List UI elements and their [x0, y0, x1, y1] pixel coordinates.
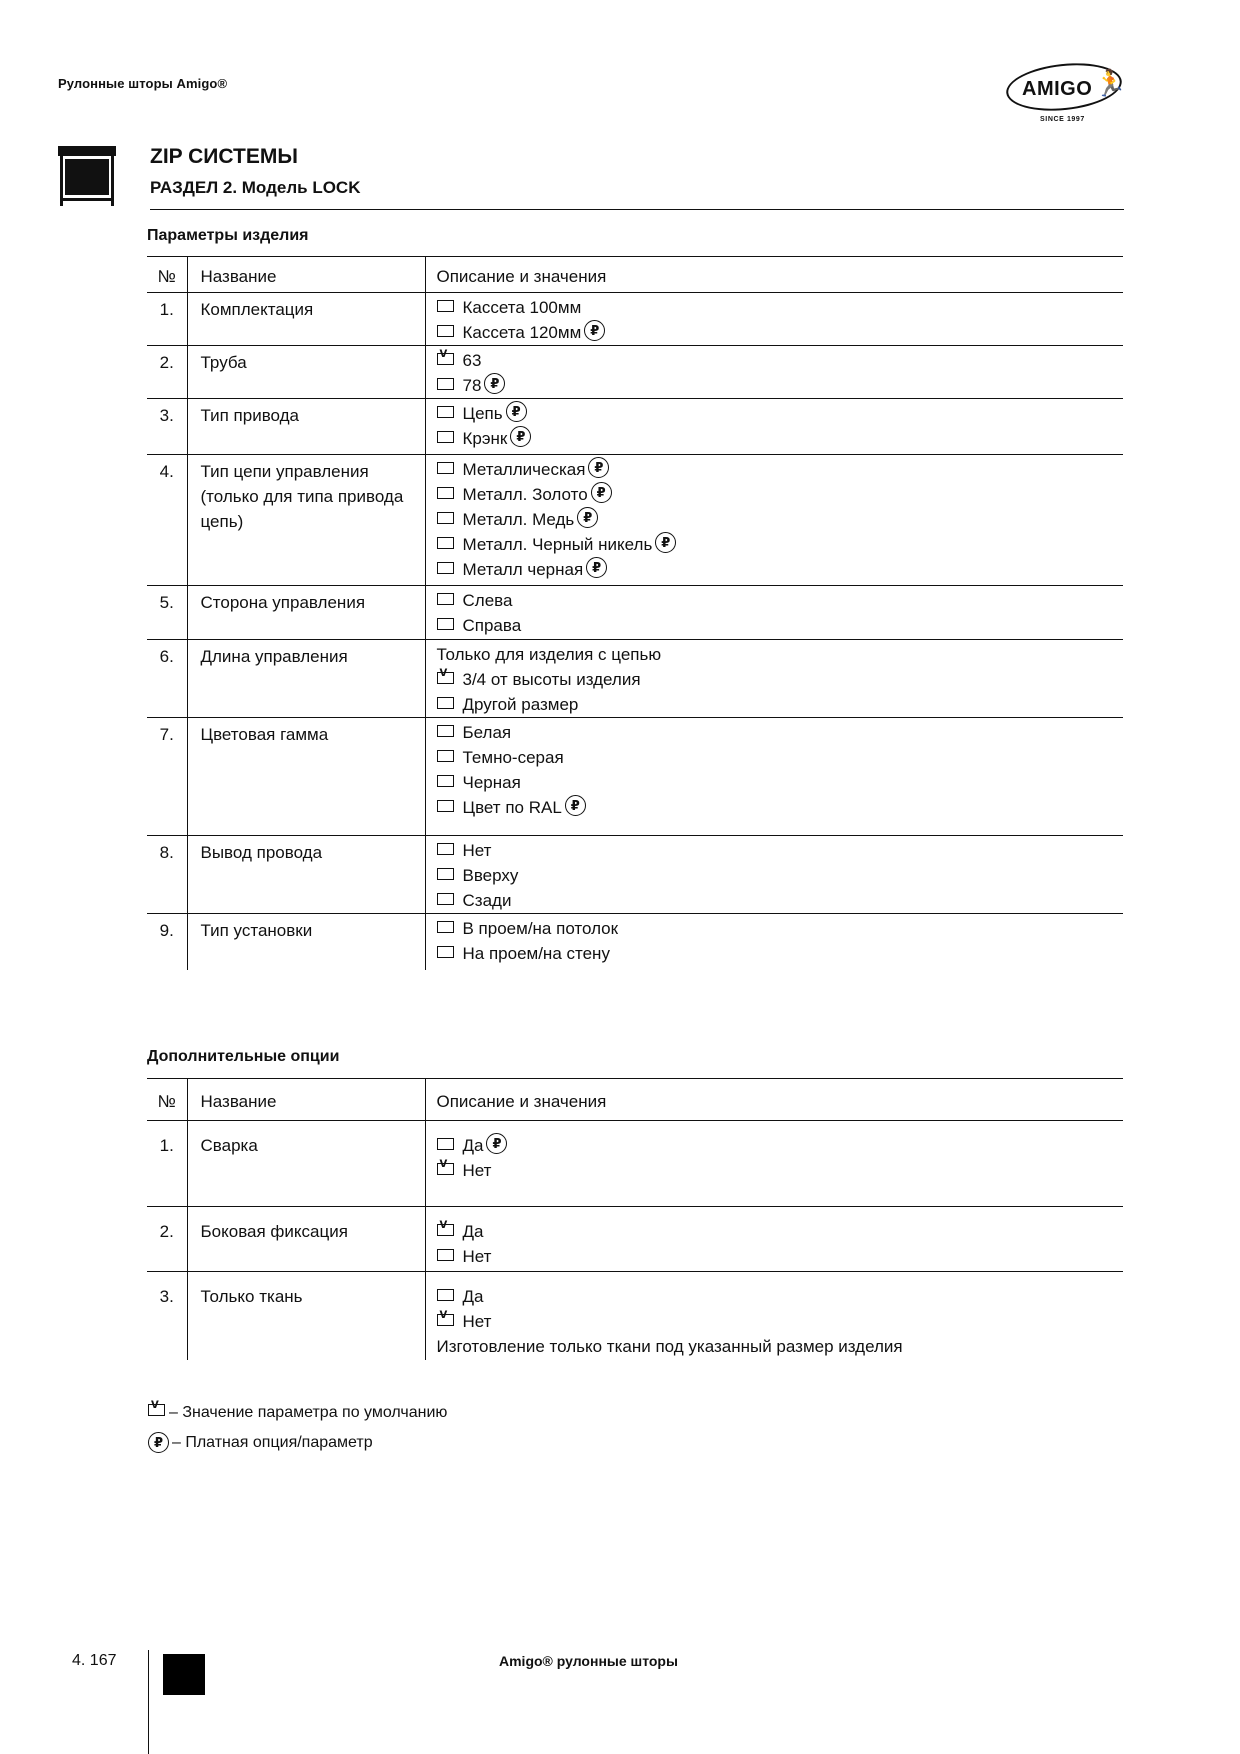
checkbox-icon[interactable] — [437, 775, 454, 787]
option-label: 3/4 от высоты изделия — [462, 670, 641, 689]
checked-checkbox-icon[interactable] — [437, 672, 454, 684]
row-name: Только ткань — [187, 1272, 425, 1360]
ruble-paid-icon: ₽ — [484, 373, 505, 394]
table-row — [147, 293, 1123, 346]
legend-default — [148, 1402, 447, 1424]
row-options — [425, 836, 1123, 914]
column-header: Описание и значения — [436, 267, 607, 286]
table-row — [147, 836, 1123, 914]
ruble-paid-icon: ₽ — [586, 557, 607, 578]
row-options — [425, 1207, 1123, 1272]
row-number: 1. — [147, 1121, 187, 1207]
option-item[interactable] — [437, 888, 1124, 913]
table-row — [147, 718, 1123, 836]
ruble-paid-icon: ₽ — [577, 507, 598, 528]
option-label: Нет — [462, 1161, 492, 1180]
table-row — [147, 640, 1123, 718]
checkbox-icon[interactable] — [437, 406, 454, 418]
table-row — [147, 1272, 1123, 1360]
footer-divider — [148, 1650, 149, 1754]
option-label: Металлическая — [462, 460, 586, 479]
row-options — [425, 293, 1123, 346]
row-number: 7. — [147, 718, 187, 836]
option-item[interactable] — [437, 1244, 1124, 1269]
option-item[interactable] — [437, 588, 1124, 613]
row-name: Тип установки — [187, 914, 425, 970]
option-item[interactable] — [437, 1309, 1124, 1334]
checked-checkbox-icon[interactable] — [437, 1314, 454, 1326]
row-name: Тип привода — [187, 399, 425, 455]
runner-icon: 🏃 — [1094, 68, 1127, 98]
option-item[interactable] — [437, 1133, 1124, 1158]
legend-default-text: – Значение параметра по умолчанию — [169, 1404, 448, 1421]
column-header: № — [147, 257, 187, 293]
ruble-paid-icon: ₽ — [655, 532, 676, 553]
row-options — [425, 1121, 1123, 1207]
row-options — [425, 399, 1123, 455]
option-label: На проем/на стену — [462, 944, 610, 963]
legend-paid — [148, 1432, 373, 1454]
row-name: Тип цепи управления (только для типа привода цепь) — [187, 455, 425, 586]
ruble-paid-icon: ₽ — [486, 1133, 507, 1154]
option-item[interactable] — [437, 863, 1124, 888]
amigo-logo — [1002, 58, 1130, 128]
option-item[interactable] — [437, 320, 1124, 345]
option-item[interactable] — [437, 295, 1124, 320]
option-item[interactable] — [437, 457, 1124, 482]
option-item[interactable] — [437, 692, 1124, 717]
option-label: Сзади — [462, 891, 512, 910]
option-item[interactable] — [437, 1158, 1124, 1183]
row-options — [425, 455, 1123, 586]
option-item[interactable] — [437, 373, 1124, 398]
option-item[interactable] — [437, 667, 1124, 692]
option-item[interactable] — [437, 348, 1124, 373]
row-name: Вывод провода — [187, 836, 425, 914]
row-number: 4. — [147, 455, 187, 586]
option-item[interactable] — [437, 532, 1124, 557]
checkbox-icon[interactable] — [437, 462, 454, 474]
checked-checkbox-icon[interactable] — [437, 353, 454, 365]
legend-paid-text: – Платная опция/параметр — [172, 1434, 373, 1451]
row-number: 8. — [147, 836, 187, 914]
row-options — [425, 914, 1123, 970]
table-row — [147, 1207, 1123, 1272]
option-item[interactable] — [437, 838, 1124, 863]
checkbox-icon[interactable] — [437, 868, 454, 880]
logo-word: AMIGO — [1022, 78, 1093, 100]
option-label: Слева — [462, 591, 513, 610]
option-label: Цвет по RAL — [462, 798, 562, 817]
extras-heading: Дополнительные опции — [147, 1048, 340, 1065]
option-label: Цепь — [462, 404, 503, 423]
footer-title: Amigo® рулонные шторы — [499, 1653, 678, 1669]
page-number: 4. 167 — [72, 1652, 117, 1669]
page-title: ZIP СИСТЕМЫ — [150, 145, 298, 168]
checked-checkbox-icon[interactable] — [437, 1224, 454, 1236]
row-name: Сторона управления — [187, 586, 425, 640]
checkbox-icon[interactable] — [437, 1289, 454, 1301]
option-label: Крэнк — [462, 429, 508, 448]
option-label: Справа — [462, 616, 522, 635]
column-header: № — [147, 1079, 187, 1121]
option-label: Нет — [462, 1312, 492, 1331]
option-item[interactable] — [437, 426, 1124, 451]
option-item[interactable] — [437, 941, 1124, 966]
footer-black-block — [163, 1654, 205, 1695]
option-note: Только для изделия с цепью — [436, 645, 662, 664]
checkbox-icon[interactable] — [437, 537, 454, 549]
table-row — [147, 455, 1123, 586]
option-label: Да — [462, 1136, 484, 1155]
column-header: Название — [187, 1079, 425, 1121]
checkbox-icon[interactable] — [437, 512, 454, 524]
ruble-paid-icon: ₽ — [565, 795, 586, 816]
option-item[interactable] — [437, 613, 1124, 638]
row-number: 2. — [147, 1207, 187, 1272]
option-label: Металл черная — [462, 560, 584, 579]
row-options — [425, 640, 1123, 718]
row-number: 1. — [147, 293, 187, 346]
row-options — [425, 346, 1123, 399]
option-label: В проем/на потолок — [462, 919, 619, 938]
option-label: Металл. Золото — [462, 485, 588, 504]
table-header-row — [147, 1079, 1123, 1121]
row-options — [425, 718, 1123, 836]
option-label: Металл. Медь — [462, 510, 575, 529]
ruble-paid-icon: ₽ — [148, 1432, 169, 1453]
column-header: Название — [187, 257, 425, 293]
row-number: 3. — [147, 399, 187, 455]
row-name: Труба — [187, 346, 425, 399]
table-row — [147, 399, 1123, 455]
row-number: 2. — [147, 346, 187, 399]
table-header-row — [147, 257, 1123, 293]
checkbox-icon[interactable] — [437, 562, 454, 574]
header-brand-line: Рулонные шторы Amigo® — [58, 76, 228, 91]
option-item[interactable] — [437, 401, 1124, 426]
table-row — [147, 1121, 1123, 1207]
option-item[interactable] — [437, 916, 1124, 941]
option-item[interactable] — [437, 557, 1124, 582]
checkbox-icon[interactable] — [437, 1249, 454, 1261]
option-label: Нет — [462, 841, 492, 860]
extras-table — [147, 1078, 1123, 1360]
checked-checkbox-icon[interactable] — [437, 1163, 454, 1175]
checkbox-icon[interactable] — [437, 725, 454, 737]
option-item[interactable] — [437, 1284, 1124, 1309]
checkbox-icon[interactable] — [437, 893, 454, 905]
roller-blind-icon — [58, 146, 116, 206]
checkbox-icon[interactable] — [437, 325, 454, 337]
option-label: Вверху — [462, 866, 519, 885]
option-item[interactable] — [437, 1219, 1124, 1244]
option-item[interactable] — [437, 720, 1124, 745]
checkbox-icon[interactable] — [437, 843, 454, 855]
checkbox-icon[interactable] — [437, 750, 454, 762]
checkbox-icon[interactable] — [437, 487, 454, 499]
title-divider — [150, 209, 1124, 210]
checkbox-icon[interactable] — [437, 618, 454, 630]
row-name: Комплектация — [187, 293, 425, 346]
row-name: Сварка — [187, 1121, 425, 1207]
row-name: Цветовая гамма — [187, 718, 425, 836]
checkbox-icon[interactable] — [437, 431, 454, 443]
page-subtitle: РАЗДЕЛ 2. Модель LOCK — [150, 178, 361, 197]
option-label: Белая — [462, 723, 512, 742]
checkbox-icon[interactable] — [437, 378, 454, 390]
checkbox-icon[interactable] — [437, 946, 454, 958]
checkbox-icon[interactable] — [437, 1138, 454, 1150]
checkbox-icon[interactable] — [437, 921, 454, 933]
option-item[interactable] — [437, 745, 1124, 770]
row-name: Длина управления — [187, 640, 425, 718]
ruble-paid-icon: ₽ — [591, 482, 612, 503]
option-label: Темно-серая — [462, 748, 564, 767]
option-label: 78 — [462, 376, 482, 395]
option-label: Нет — [462, 1247, 492, 1266]
checkbox-icon[interactable] — [437, 593, 454, 605]
row-number: 3. — [147, 1272, 187, 1360]
table-row — [147, 346, 1123, 399]
checked-checkbox-icon — [148, 1404, 165, 1416]
row-name: Боковая фиксация — [187, 1207, 425, 1272]
option-label: Другой размер — [462, 695, 579, 714]
option-label: 63 — [462, 351, 482, 370]
ruble-paid-icon: ₽ — [510, 426, 531, 447]
column-header: Описание и значения — [436, 1092, 607, 1111]
option-label: Черная — [462, 773, 521, 792]
ruble-paid-icon: ₽ — [584, 320, 605, 341]
option-label: Да — [462, 1287, 484, 1306]
params-table — [147, 256, 1123, 970]
logo-since: SINCE 1997 — [1040, 116, 1085, 123]
checkbox-icon[interactable] — [437, 697, 454, 709]
ruble-paid-icon: ₽ — [506, 401, 527, 422]
checkbox-icon[interactable] — [437, 300, 454, 312]
checkbox-icon[interactable] — [437, 800, 454, 812]
option-item[interactable] — [437, 482, 1124, 507]
option-label: Кассета 120мм — [462, 323, 582, 342]
table-row — [147, 586, 1123, 640]
row-number: 5. — [147, 586, 187, 640]
row-number: 6. — [147, 640, 187, 718]
row-number: 9. — [147, 914, 187, 970]
option-label: Металл. Черный никель — [462, 535, 653, 554]
table-row — [147, 914, 1123, 970]
params-heading: Параметры изделия — [147, 227, 309, 244]
row-options — [425, 1272, 1123, 1360]
row-options — [425, 586, 1123, 640]
option-label: Кассета 100мм — [462, 298, 582, 317]
option-item[interactable] — [437, 770, 1124, 795]
option-note: Изготовление только ткани под указанный размер изделия — [436, 1337, 903, 1356]
option-label: Да — [462, 1222, 484, 1241]
option-item[interactable] — [437, 795, 1124, 820]
option-item[interactable] — [437, 507, 1124, 532]
ruble-paid-icon: ₽ — [588, 457, 609, 478]
